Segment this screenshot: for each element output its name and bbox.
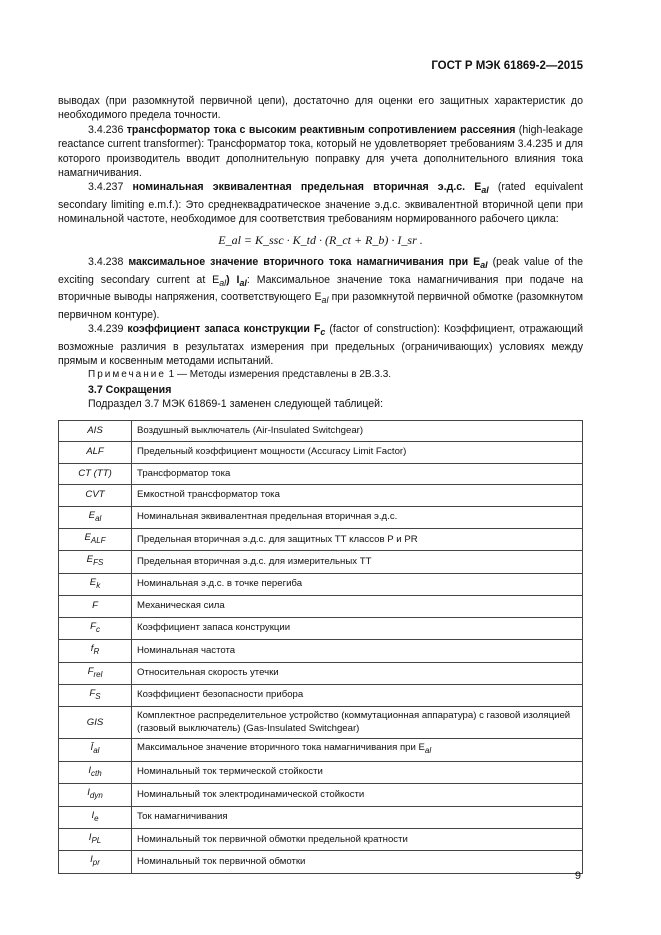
abbreviation-symbol: $I_e$: [59, 806, 132, 828]
abbreviation-symbol: $I_{cth}$: [59, 761, 132, 783]
abbreviation-symbol: $I_{dyn}$: [59, 784, 132, 806]
abbreviation-description: Предельная вторичная э.д.с. для защитных ТТ классов Р и PR: [132, 529, 583, 551]
abbreviation-description: Воздушный выключатель (Air-Insulated Switchgear): [132, 420, 583, 442]
abbreviation-description: Предельный коэффициент мощности (Accuracy Limit Factor): [132, 442, 583, 464]
abbreviation-description: Предельная вторичная э.д.с. для измерительных ТТ: [132, 551, 583, 573]
abbreviation-symbol: $Î_{al}$: [59, 739, 132, 761]
table-row: [59, 739, 583, 761]
table-row: [59, 442, 583, 464]
paragraph-3-4-237: 3.4.237 номинальная эквивалентная предельная вторичная э.д.с. $E_{al}$ (rated equivalent secondary limiting e.m.f.): Это среднеквадратическое значение э.д.с. эквивалентной вторичной цепи при номинальной частоте, необходимое для соответствия требованиям нормированного рабочего цикла:: [58, 181, 583, 226]
abbreviation-description: Коэффициент безопасности прибора: [132, 685, 583, 707]
abbreviation-description: Номинальный ток электродинамической стойкости: [132, 784, 583, 806]
abbreviation-symbol: $F_{rel}$: [59, 662, 132, 684]
abbreviation-symbol: F: [59, 596, 132, 618]
abbreviation-symbol: $F_c$: [59, 617, 132, 639]
abbreviation-symbol: CT (TT): [59, 463, 132, 485]
abbreviation-description: Ток намагничивания: [132, 806, 583, 828]
paragraph-3-4-238: 3.4.238 максимальное значение вторичного тока намагничивания при $E_{al}$ (peak value of the exciting secondary current at $E_{al}$) $I_{al}$: Максимальное значение тока намагничивания при подаче на вторичные выводы напряжения, соответствующего $E_{al}$ при разомкнутой первичной обмотке (разомкнутом первичном контуре).: [58, 256, 584, 321]
table-row: [59, 617, 583, 639]
table-row: [59, 506, 583, 528]
abbreviation-description: Номинальный ток первичной обмотки: [132, 851, 583, 873]
abbreviation-symbol: $I_{PL}$: [59, 829, 132, 851]
table-row: [59, 851, 583, 873]
formula: E_al = K_ssc · K_td · (R_ct + R_b) · I_sr .: [218, 232, 423, 247]
abbreviation-description: Номинальная эквивалентная предельная вторичная э.д.с.: [132, 506, 583, 528]
abbreviation-symbol: $F_S$: [59, 685, 132, 707]
table-row: [59, 463, 583, 485]
note: Примечание 1 — Методы измерения представлены в 2В.3.3.: [88, 369, 392, 381]
table-row: [59, 662, 583, 684]
abbreviation-symbol: $E_{al}$: [59, 506, 132, 528]
section-title: 3.7 Сокращения: [88, 383, 172, 396]
table-row: [59, 829, 583, 851]
paragraph-continuation: выводах (при разомкнутой первичной цепи), достаточно для оценки его защитных характеристик до необходимого предела точности.: [58, 95, 583, 122]
abbreviation-description: Номинальный ток термической стойкости: [132, 761, 583, 783]
abbreviation-description: Комплектное распределительное устройство (коммутационная аппаратура) с газовой изоляцией (газовый выключатель) (Gas-Insulated Switchgear): [132, 707, 583, 739]
page-number: 9: [574, 870, 581, 882]
table-row: [59, 551, 583, 573]
table-row: [59, 806, 583, 828]
abbreviation-description: Коэффициент запаса конструкции: [132, 617, 583, 639]
table-row: [59, 707, 583, 739]
abbreviation-description: Емкостной трансформатор тока: [132, 485, 583, 507]
abbreviation-description: Номинальная э.д.с. в точке перегиба: [132, 573, 583, 595]
table-row: [59, 573, 583, 595]
abbreviation-description: Номинальная частота: [132, 640, 583, 662]
abbreviation-description: Трансформатор тока: [132, 463, 583, 485]
table-row: [59, 529, 583, 551]
paragraph-3-4-239: 3.4.239 коэффициент запаса конструкции $F_c$ (factor of construction): Коэффициент, отражающий возможные различия в результатах измерения при предельных (ограничивающих) условиях между прямым и косвенным методами испытаний.: [58, 323, 583, 368]
abbreviation-description: Максимальное значение вторичного тока намагничивания при $E_{al}$: [132, 739, 583, 761]
document-body: [58, 94, 583, 874]
table-row: [59, 685, 583, 707]
abbreviation-symbol: ALF: [59, 442, 132, 464]
document-header: ГОСТ Р МЭК 61869-2—2015: [431, 60, 583, 72]
abbreviation-symbol: $E_{FS}$: [59, 551, 132, 573]
table-row: [59, 640, 583, 662]
abbreviation-symbol: $I_{pr}$: [59, 851, 132, 873]
abbreviation-symbol: $f_R$: [59, 640, 132, 662]
abbreviation-symbol: $E_{ALF}$: [59, 529, 132, 551]
table-intro: Подраздел 3.7 МЭК 61869-1 заменен следующей таблицей:: [88, 398, 384, 411]
table-row: [59, 784, 583, 806]
table-row: [59, 761, 583, 783]
paragraph-3-4-236: 3.4.236 трансформатор тока с высоким реактивным сопротивлением рассеяния (high-leakage reactance current transformer): Трансформатор тока, который не удовлетворяет требованиям 3.4.235 и для которого производитель вводит дополнительную поправку для учета дополнительного влияния тока намагничивания.: [58, 123, 583, 180]
abbreviation-symbol: GIS: [59, 707, 132, 739]
abbreviation-symbol: AIS: [59, 420, 132, 442]
abbreviation-description: Номинальный ток первичной обмотки предельной кратности: [132, 829, 583, 851]
table-row: [59, 485, 583, 507]
abbreviation-symbol: $E_k$: [59, 573, 132, 595]
table-row: [59, 596, 583, 618]
abbreviation-description: Относительная скорость утечки: [132, 662, 583, 684]
table-row: [59, 420, 583, 442]
abbreviation-description: Механическая сила: [132, 596, 583, 618]
abbreviation-symbol: CVT: [59, 485, 132, 507]
abbreviations-table: [58, 420, 583, 874]
